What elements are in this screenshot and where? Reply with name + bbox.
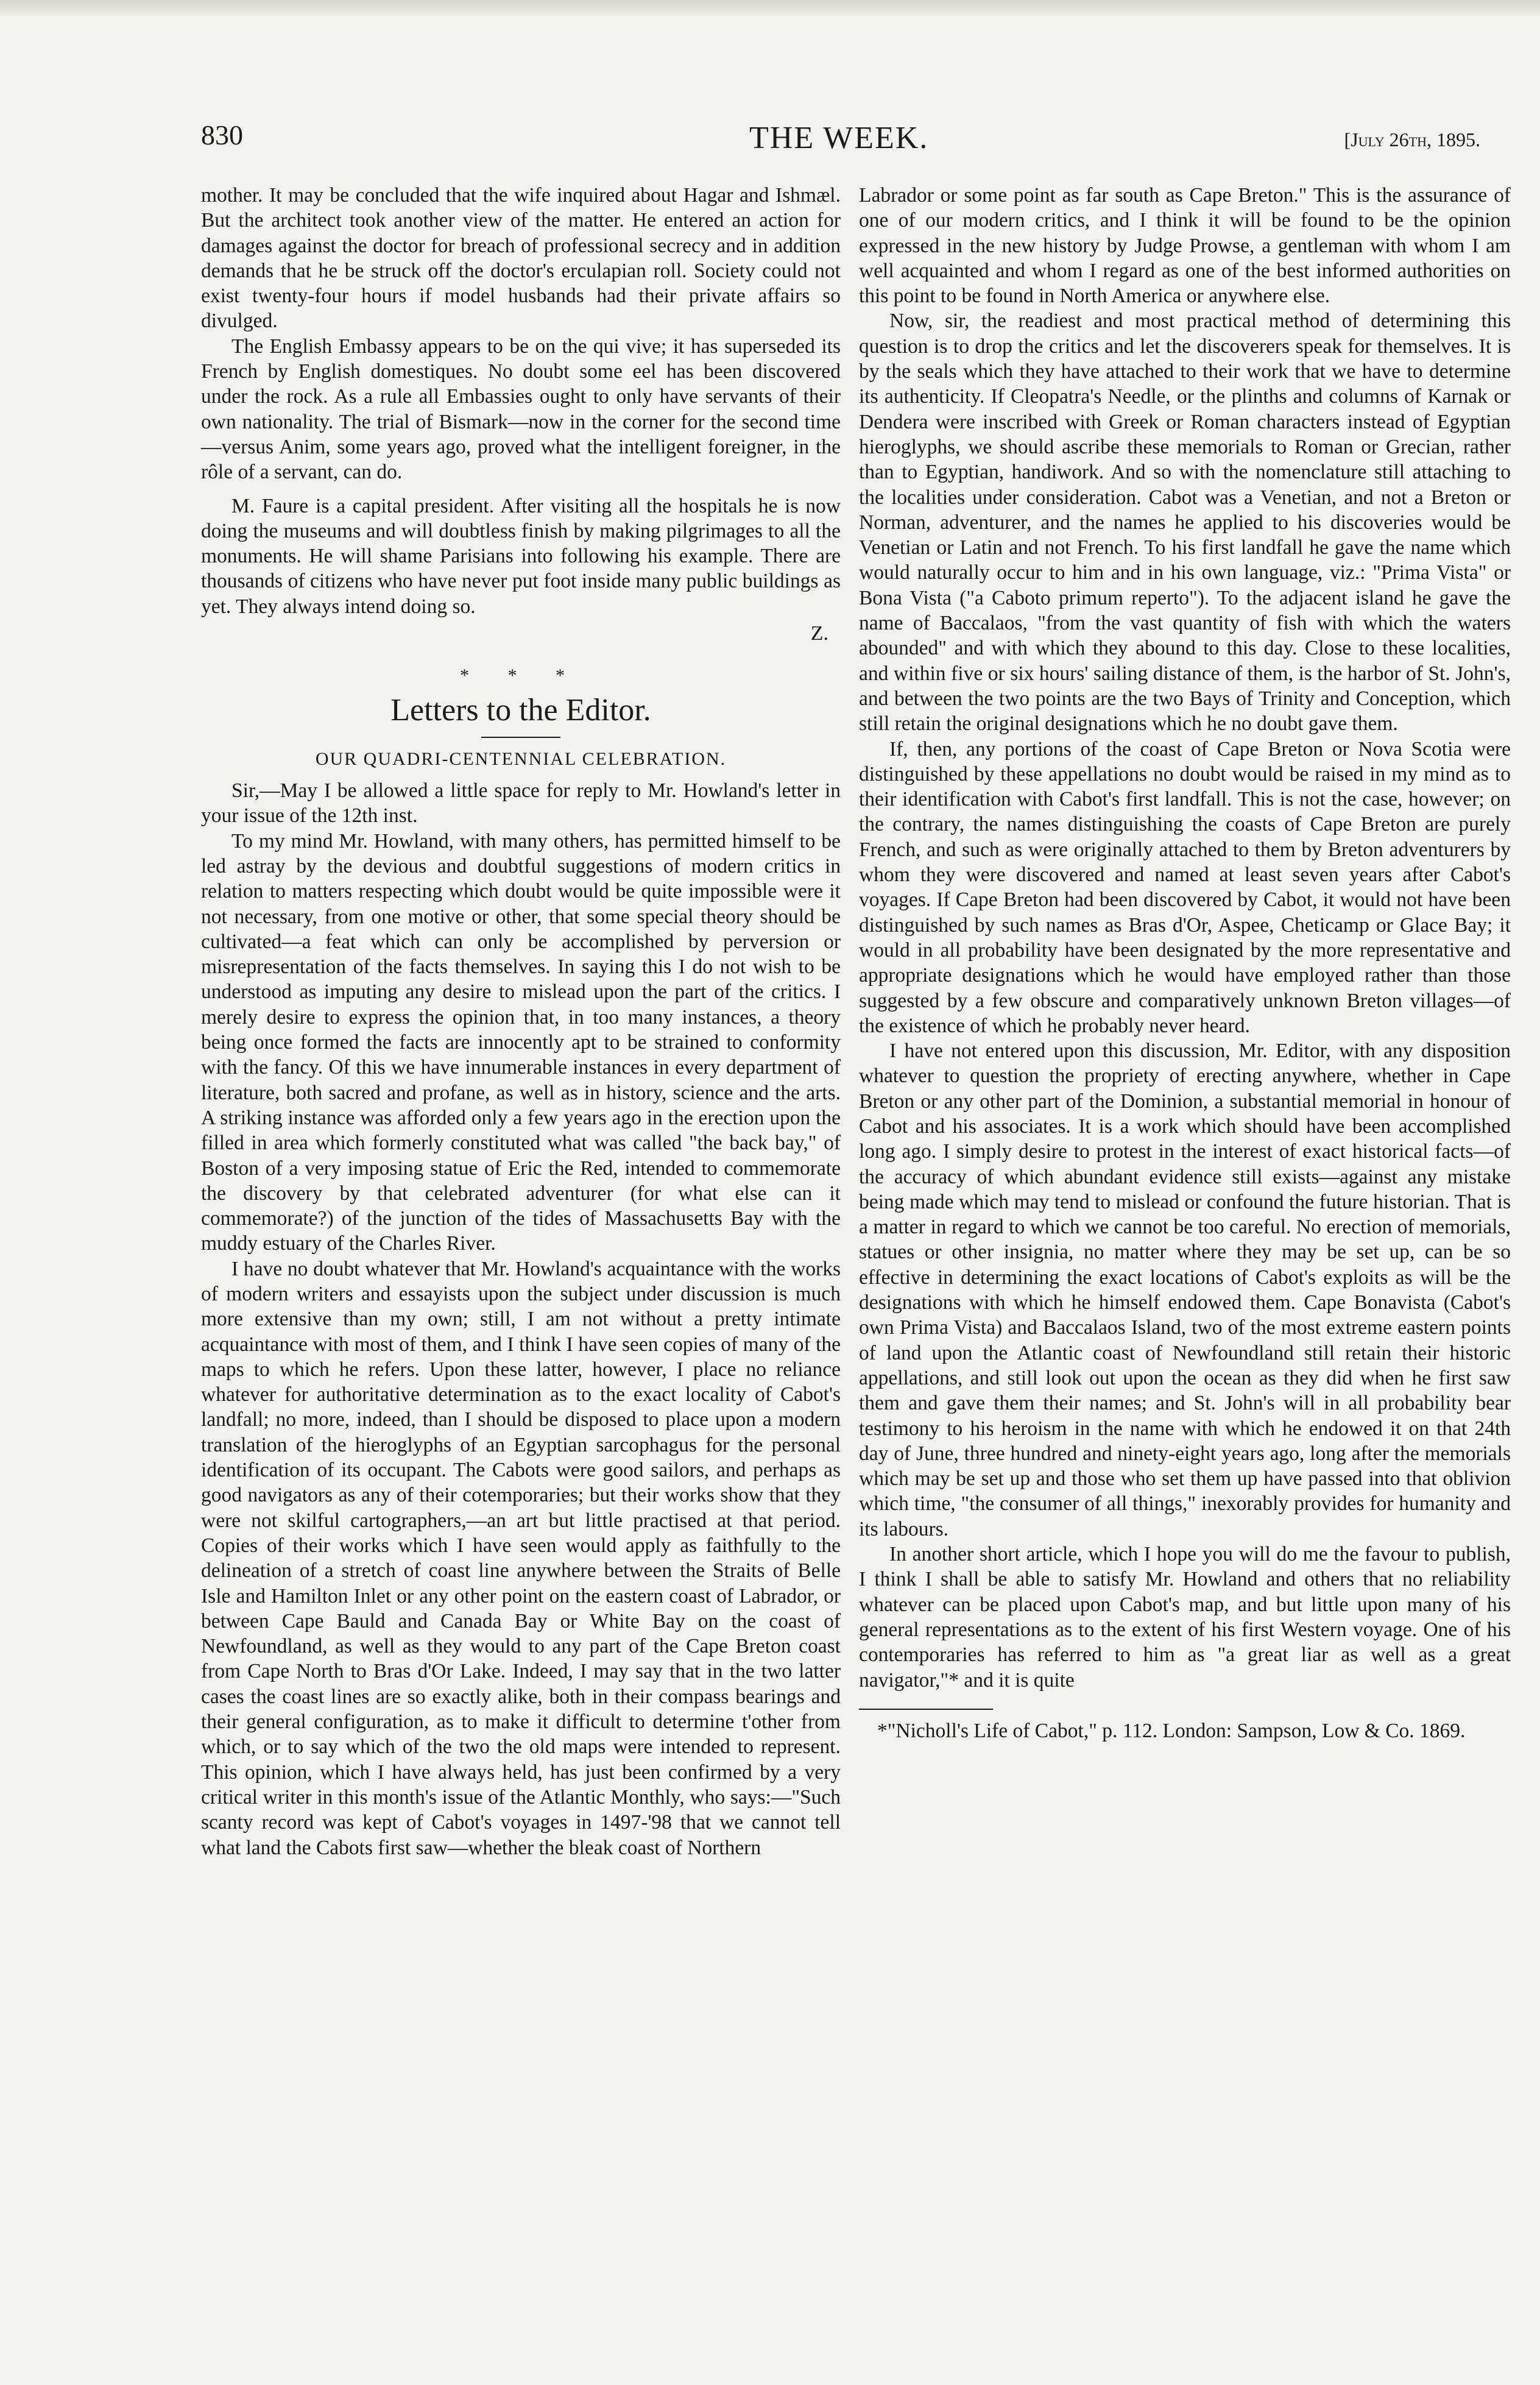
paragraph: Sir,—May I be allowed a little space for reply to Mr. Howland's letter in your issue of the 12th inst. xyxy=(201,779,841,827)
paragraph: If, then, any portions of the coast of Cape Breton or Nova Scotia were distinguished by these appellations no doubt would be raised in my mind as to their identification with Cabot's first landfall. This is not the case, however; on the contrary, the names distinguishing the coasts of Cape Breton are purely French, and such as were originally attached to them by Breton adventurers by whom they were discovered and named at least seven years after Cabot's voyages. If Cape Breton had been discovered by Cabot, it would not have been distinguished by such names as Bras d'Or, Aspee, Cheticamp or Glace Bay; it would in all probability have been designated by the more representative and appropriate designations which he would have employed rather than those suggested by a few obscure and comparatively unknown Breton villages—of the existence of which he probably never heard. xyxy=(859,737,1511,1037)
paragraph: mother. It may be concluded that the wife inquired about Hagar and Ishmæl. But the architect took another view of the matter. He entered an action for damages against the doctor for breach of professional secrecy and in addition demands that he be struck off the doctor's erculapian roll. Society could not exist twenty-four hours if model husbands had their private affairs so divulged. xyxy=(201,184,841,333)
paragraph: M. Faure is a capital president. After visiting all the hospitals he is now doing the museums and will doubtless finish by making pilgrimages to all the monuments. He will shame Parisians into following his example. There are thousands of citizens who have never put foot inside many public buildings as yet. They always intend doing so. xyxy=(201,494,841,618)
running-title: THE WEEK. xyxy=(749,121,929,155)
scan-edge xyxy=(0,0,1540,18)
right-column xyxy=(859,183,1511,1743)
issue-date: [July 26th, 1895. xyxy=(1344,129,1480,151)
left-column xyxy=(201,183,841,1860)
paragraph: I have no doubt whatever that Mr. Howland's acquaintance with the works of modern writers and essayists upon the subject under discussion is much more extensive than my own; still, I am not without a pretty intimate acquaintance with most of them, and I think I have seen copies of many of the maps to which he refers. Upon these latter, however, I place no reliance whatever for authoritative determination as to the exact locality of Cabot's landfall; no more, indeed, than I should be disposed to place upon a modern translation of the hieroglyphs of an Egyptian sarcophagus for the personal identification of its occupant. The Cabots were good sailors, and perhaps as good navigators as any of their cotemporaries; but their works show that they were not skilful cartographers,—an art but little practised at that period. Copies of their works which I have seen would apply as faithfully to the delineation of a stretch of coast line anywhere between the Straits of Belle Isle and Hamilton Inlet or any other point on the eastern coast of Labrador, or between Cape Bauld and Canada Bay or White Bay on the coast of Newfoundland, as well as they would to any part of the Cape Breton coast from Cape North to Bras d'Or Lake. Indeed, I may say that in the two latter cases the coast lines are so exactly alike, both in their compass bearings and their general configuration, as to make it difficult to determine t'other from which, or to say which of the two the old maps were intended to represent. This opinion, which I have always held, has just been confirmed by a very critical writer in this month's issue of the Atlantic Monthly, who says:—"Such scanty record was kept of Cabot's voyages in 1497-'98 that we cannot tell what land the Cabots first saw—whether the bleak coast of Northern xyxy=(201,1257,841,1859)
article-title: OUR QUADRI-CENTENNIAL CELEBRATION. xyxy=(315,749,727,770)
footnote: *"Nicholl's Life of Cabot," p. 112. London: Sampson, Low & Co. 1869. xyxy=(877,1719,1466,1742)
paragraph: Now, sir, the readiest and most practical method of determining this question is to drop the critics and let the discoverers speak for themselves. It is by the seals which they have attached to their work that we have to determine its authenticity. If Cleopatra's Needle, or the plinths and columns of Karnak or Dendera were inscribed with Greek or Roman characters instead of Egyptian hieroglyphs, we should ascribe these memorials to Roman or Grecian, rather than to Egyptian, handiwork. And so with the nomenclature still attaching to the localities under consideration. Cabot was a Venetian, and not a Breton or Norman, adventurer, and the names he applied to his discoveries would be Venetian or Latin and not French. To his first landfall he gave the name which would naturally occur to him and in his own language, viz.: "Prima Vista" or Bona Vista ("a Caboto primum reperto"). To the adjacent island he gave the name of Baccalaos, "from the vast quantity of fish with which the waters abounded" and with which they abound to this day. Close to these localities, and within five or six hours' sailing distance of them, is the harbor of St. John's, and between the two points are the two Bays of Trinity and Conception, which still retain the original designations which he no doubt gave them. xyxy=(859,310,1511,735)
asterism: * * * xyxy=(460,665,582,686)
footnote-divider xyxy=(859,1709,993,1710)
paragraph: In another short article, which I hope you will do me the favour to publish, I think I shall be able to satisfy Mr. Howland and others that no reliability whatever can be placed upon Cabot's map, and but little upon many of his general representations as to the extent of his first Western voyage. One of his contemporaries has referred to him as "a great liar as well as a great navigator,"* and it is quite xyxy=(859,1543,1511,1692)
divider xyxy=(481,737,560,738)
page-header xyxy=(201,119,1480,161)
section-title: Letters to the Editor. xyxy=(390,693,651,728)
paragraph: I have not entered upon this discussion, Mr. Editor, with any disposition whatever to question the propriety of erecting anywhere, whether in Cape Breton or any other part of the Dominion, a substantial memorial in honour of Cabot and his associates. It is a work which should have been accomplished long ago. I simply desire to protest in the interest of exact historical facts—of the accuracy of which abundant evidence still exists—against any mistake being made which may tend to mislead or confound the future historian. That is a matter in regard to which we cannot be too careful. No erection of memorials, statues or other insignia, no matter where they may be set up, can be so effective in determining the exact locations of Cabot's exploits as will be the designations with which he himself endowed them. Cape Bonavista (Cabot's own Prima Vista) and Baccalaos Island, two of the most extreme eastern points of land upon the Atlantic coast of Newfoundland still retain their historic appellations, and still look out upon the ocean as they did when he first saw them and gave them their names; and St. John's will in all probability bear testimony to his heroism in the name with which he endowed it on that 24th day of June, three hundred and ninety-eight years ago, long after the memorials which may be set up and those who set them up have passed into that oblivion which time, "the consumer of all things," inexorably provides for humanity and its labours. xyxy=(859,1040,1511,1540)
paragraph: Labrador or some point as far south as Cape Breton." This is the assurance of one of our modern critics, and I think it will be found to be the opinion expressed in the new history by Judge Prowse, a gentleman with whom I am well acquainted and whom I regard as one of the best informed authorities on this point to be found in North America or anywhere else. xyxy=(859,184,1511,308)
paragraph: To my mind Mr. Howland, with many others, has permitted himself to be led astray by the devious and doubtful suggestions of modern critics in relation to matters respecting which doubt would be quite impossible were it not necessary, from one motive or other, that some special theory should be cultivated—a feat which can only be accomplished by perversion or misrepresentation of the facts themselves. In saying this I do not wish to be understood as imputing any desire to mislead upon the part of the critics. I merely desire to express the opinion that, in too many instances, a theory being once formed the facts are innocently apt to be strained to conformity with the fancy. Of this we have innumerable instances in every department of literature, both sacred and profane, as well as in history, science and the arts. A striking instance was afforded only a few years ago in the erection upon the filled in area which formerly constituted what was called "the back bay," of Boston of a very imposing statue of Eric the Red, intended to commemorate the discovery by that celebrated adventurer (for what else can it commemorate?) of the junction of the tides of Massachusetts Bay with the muddy estuary of the Charles River. xyxy=(201,829,841,1255)
signature: Z. xyxy=(810,622,828,645)
page-number: 830 xyxy=(201,119,243,151)
paragraph: The English Embassy appears to be on the qui vive; it has superseded its French by English domestiques. No doubt some eel has been discovered under the rock. As a rule all Embassies ought to only have servants of their own nationality. The trial of Bismark—now in the corner for the second time—versus Anim, some years ago, proved what the intelligent foreigner, in the rôle of a servant, can do. xyxy=(201,335,841,484)
